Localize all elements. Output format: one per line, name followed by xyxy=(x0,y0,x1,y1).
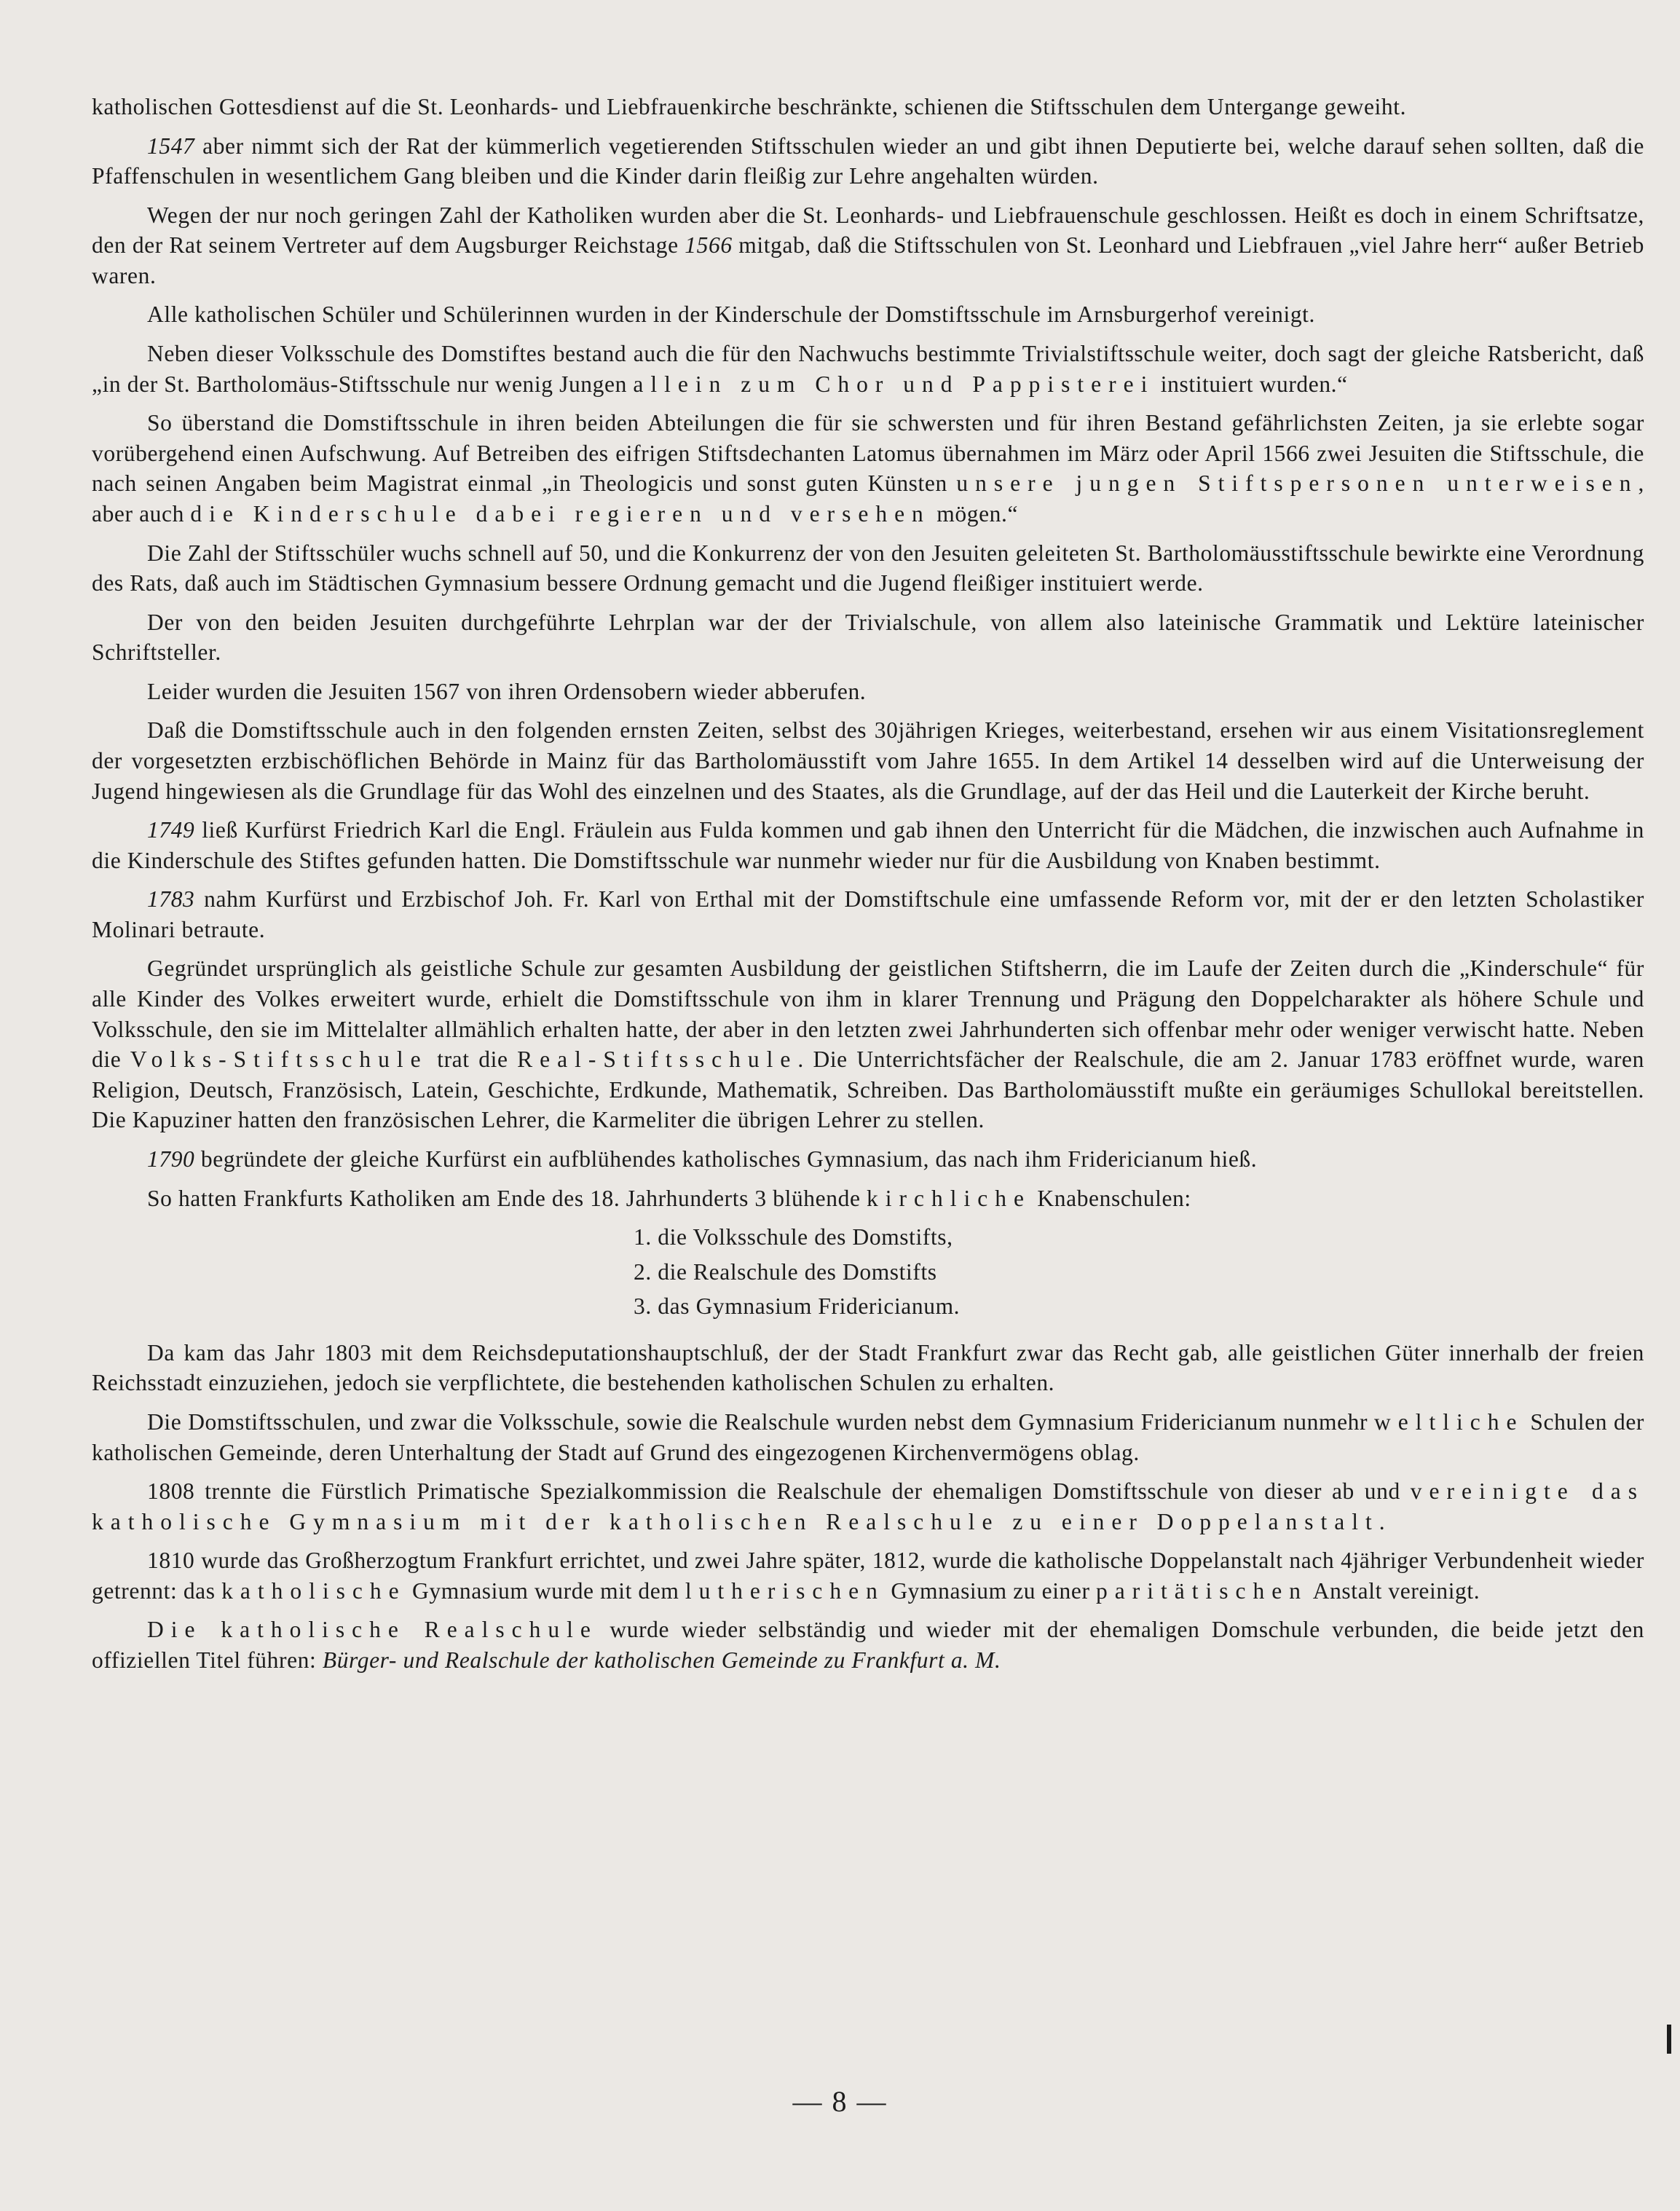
paragraph-p5 xyxy=(92,408,1644,529)
text-segment: mitgab, daß die Stiftsschulen von St. Leonhard und Liebfrauen „viel Jahre herr“ außer Betrieb waren. xyxy=(92,232,1644,288)
text-segment: kirchliche xyxy=(867,1185,1031,1211)
paragraph-p8 xyxy=(92,677,1644,707)
text-segment: lutherischen xyxy=(685,1577,885,1604)
paragraph-p13 xyxy=(92,1144,1644,1175)
paragraph-p18 xyxy=(92,1545,1644,1606)
paragraph-p15 xyxy=(92,1338,1644,1398)
school-list xyxy=(634,1222,1644,1322)
paragraph-p16 xyxy=(92,1407,1644,1467)
text-segment: So hatten Frankfurts Katholiken am Ende des 18. Jahrhunderts 3 blühende xyxy=(147,1185,867,1211)
paragraph-p19 xyxy=(92,1615,1644,1675)
paragraph-p10 xyxy=(92,815,1644,875)
text-segment: Volks-Stiftsschule xyxy=(130,1047,428,1073)
text-segment: Knabenschulen: xyxy=(1030,1185,1191,1211)
text-segment: . Die Unterrichtsfächer der Realschule, die am 2. Januar 1783 eröffnet wurde, waren Religion, Deutsch, Französisch, Latein, Geschichte, Erdkunde, Mathematik, Schreiben. Das Bartholomäusstift mußte ein geräumiges Schullokal bereitstellen. Die Kapuziner hatten den französischen Lehrer, die Karmeliter die übrigen Lehrer zu stellen. xyxy=(92,1047,1644,1133)
text-segment: vereinigte das katholische Gymnasium mit der katholischen Realschule zu einer Doppelanstalt xyxy=(92,1478,1644,1534)
text-segment: Die katholische Realschule xyxy=(147,1617,598,1643)
text-segment: Daß die Domstiftsschule auch in den folgenden ernsten Zeiten, selbst des 30jährigen Krieges, weiterbestand, ersehen wir aus einem Visitationsreglement der vorgesetzten erzbischöflichen Behörde in Mainz für das Bartholomäusstift vom Jahre 1655. In dem Artikel 14 desselben wird auf die Unterweisung der Jugend hingewiesen als die Grundlage für das Wohl des einzelnen und des Staates, als die Grundlage, auf der das Heil und die Lauterkeit der Kirche beruht. xyxy=(92,717,1644,804)
text-segment: Real-Stiftsschule xyxy=(517,1047,798,1073)
paragraph-p9 xyxy=(92,715,1644,806)
text-segment: katholischen Gottesdienst auf die St. Leonhards- und Liebfrauenkirche beschränkte, schienen die Stiftsschulen dem Untergange geweiht. xyxy=(92,94,1407,119)
text-segment: ließ Kurfürst Friedrich Karl die Engl. Fräulein aus Fulda kommen und gab ihnen den Unterricht für die Mädchen, die inzwischen auch Aufnahme in die Kinderschule des Stiftes gefunden hatten. Die Domstiftsschule war nunmehr wieder nur für die Ausbildung von Knaben bestimmt. xyxy=(92,817,1644,873)
text-segment: katholische xyxy=(221,1577,406,1604)
text-segment: 1547 xyxy=(147,133,195,159)
text-segment: 1810 wurde das Großherzogtum Frankfurt errichtet, und zwei Jahre später, 1812, wurde die katholische Doppelanstalt nach 4jähriger Verbundenheit wieder getrennt: das xyxy=(92,1548,1644,1604)
paragraphs-before-list xyxy=(92,92,1644,1213)
text-segment: . xyxy=(1379,1508,1386,1534)
text-segment: die Kinderschule dabei regieren und versehen xyxy=(190,500,931,527)
paragraphs-after-list xyxy=(92,1338,1644,1676)
paragraph-p1 xyxy=(92,131,1644,192)
paragraph-p14 xyxy=(92,1183,1644,1214)
page-number: — 8 — xyxy=(792,2085,888,2118)
text-segment: Alle katholischen Schüler und Schülerinnen wurden in der Kinderschule der Domstiftsschule im Arnsburgerhof vereinigt. xyxy=(147,302,1316,328)
text-segment: Wegen der nur noch geringen Zahl der Katholiken wurden aber die St. Leonhards- und Liebfrauenschule geschlossen. Heißt es doch in einem Schriftsatze, den der Rat seinem Vertreter auf dem Augsburger Reichstage xyxy=(92,202,1644,259)
paragraph-p3 xyxy=(92,299,1644,330)
text-segment: So überstand die Domstiftsschule in ihren beiden Abteilungen die für sie schwersten und für ihren Bestand gefährlichsten Zeiten, ja sie erlebte sogar vorübergehend einen Aufschwung. Auf Betreiben des eifrigen Stiftsdechanten Latomus übernahmen im März oder April 1566 zwei Jesuiten die Stiftsschule, die nach seinen Angaben beim Magistrat einmal „in Theologicis und sonst guten Künsten xyxy=(92,410,1644,497)
text-segment: 1808 trennte die Fürstlich Primatische Spezialkommission die Realschule der ehemaligen Domstiftsschule von dieser ab und xyxy=(147,1478,1411,1505)
paragraph-p11 xyxy=(92,884,1644,945)
scan-edge-mark xyxy=(1667,2025,1671,2054)
paragraph-p6 xyxy=(92,538,1644,599)
text-segment: Gymnasium wurde mit dem xyxy=(406,1577,685,1604)
list-item: 1. die Volksschule des Domstifts, xyxy=(634,1224,953,1250)
text-segment: allein zum Chor und Pappisterei xyxy=(633,371,1155,397)
text-segment: aber nimmt sich der Rat der kümmerlich vegetierenden Stiftsschulen wieder an und gibt ihnen Deputierte bei, welche darauf sehen sollten, daß die Pfaffenschulen in wesentlichem Gang bleiben und die Kinder darin fleißig zur Lehre angehalten würden. xyxy=(92,133,1644,189)
text-segment: Schulen der katholischen Gemeinde, deren Unterhaltung der Stadt auf Grund des eingezogenen Kirchenvermögens oblag. xyxy=(92,1408,1644,1465)
text-segment: Da kam das Jahr 1803 mit dem Reichsdeputationshauptschluß, der der Stadt Frankfurt zwar das Recht gab, alle geistlichen Güter innerhalb der freien Reichsstadt einzuziehen, jedoch sie verpflichtete, die bestehenden katholischen Schulen zu erhalten. xyxy=(92,1339,1644,1396)
text-segment: Gegründet ursprünglich als geistliche Schule zur gesamten Ausbildung der geistlichen Stiftsherrn, die im Laufe der Zeiten durch die „Kinderschule“ für alle Kinder des Volkes erweitert wurde, erhielt die Domstiftsschule von ihm in klarer Trennung und Prägung den Doppelcharakter als höhere Schule und Volksschule, den sie im Mittelalter allmählich erhalten hatte, der aber in den letzten zwei Jahrhunderten sich offenbar mehr oder weniger verwischt hatte. Neben die xyxy=(92,955,1644,1073)
text-segment: Neben dieser Volksschule des Domstiftes bestand auch die für den Nachwuchs bestimmte Trivialstiftsschule weiter, doch sagt der gleiche Ratsbericht, daß „in der St. Bartholomäus-Stiftsschule nur wenig Jungen xyxy=(92,341,1644,397)
text-segment: wurde wieder selbständig und wieder mit der ehemaligen Domschule verbunden, die beide jetzt den offiziellen Titel führen: xyxy=(92,1617,1645,1674)
text-segment: Leider wurden die Jesuiten 1567 von ihren Ordensobern wieder abberufen. xyxy=(147,678,867,704)
text-segment: Bürger- und Realschule der katholischen Gemeinde zu Frankfurt a. M. xyxy=(322,1647,1001,1674)
text-segment: 1790 xyxy=(147,1146,195,1172)
text-segment: , aber auch xyxy=(92,470,1644,527)
text-segment: Gymnasium zu einer xyxy=(884,1577,1097,1604)
text-segment: mögen.“ xyxy=(930,500,1019,527)
paragraph-p4 xyxy=(92,339,1644,399)
text-segment: trat die xyxy=(427,1047,518,1073)
paragraph-p12 xyxy=(92,953,1644,1135)
list-item: 2. die Realschule des Domstifts xyxy=(634,1258,937,1285)
body-text xyxy=(92,92,1644,1684)
text-segment: instituiert wurden.“ xyxy=(1154,371,1348,397)
text-segment: paritätischen xyxy=(1096,1577,1308,1604)
text-segment: weltliche xyxy=(1374,1408,1524,1435)
paragraph-p0 xyxy=(92,92,1644,122)
list-item: 3. das Gymnasium Fridericianum. xyxy=(634,1293,961,1320)
text-segment: begründete der gleiche Kurfürst ein aufblühendes katholisches Gymnasium, das nach ihm Fridericianum hieß. xyxy=(194,1146,1258,1172)
text-segment: unsere jungen Stiftspersonen unterweisen xyxy=(956,470,1638,497)
text-segment: 1566 xyxy=(685,232,733,259)
paragraph-p17 xyxy=(92,1476,1644,1537)
text-segment: 1783 xyxy=(147,886,195,913)
text-segment: Die Domstiftsschulen, und zwar die Volksschule, sowie die Realschule wurden nebst dem Gymnasium Fridericianum nunmehr xyxy=(147,1408,1375,1435)
text-segment: Der von den beiden Jesuiten durchgeführte Lehrplan war der der Trivialschule, von allem also lateinische Grammatik und Lektüre lateinischer Schriftsteller. xyxy=(92,609,1644,666)
text-segment: Anstalt vereinigt. xyxy=(1307,1577,1480,1604)
paragraph-p7 xyxy=(92,607,1644,668)
text-segment: nahm Kurfürst und Erzbischof Joh. Fr. Karl von Erthal mit der Domstiftschule eine umfassende Reform vor, mit der er den letzten Scholastiker Molinari betraute. xyxy=(92,886,1644,942)
text-segment: Die Zahl der Stiftsschüler wuchs schnell auf 50, und die Konkurrenz der von den Jesuiten geleiteten St. Bartholomäusstiftsschule bewirkte eine Verordnung des Rats, daß auch im Städtischen Gymnasium bessere Ordnung gemacht und die Jugend fleißiger instituiert werde. xyxy=(92,540,1644,596)
text-segment: 1749 xyxy=(147,817,195,843)
paragraph-p2 xyxy=(92,200,1644,291)
